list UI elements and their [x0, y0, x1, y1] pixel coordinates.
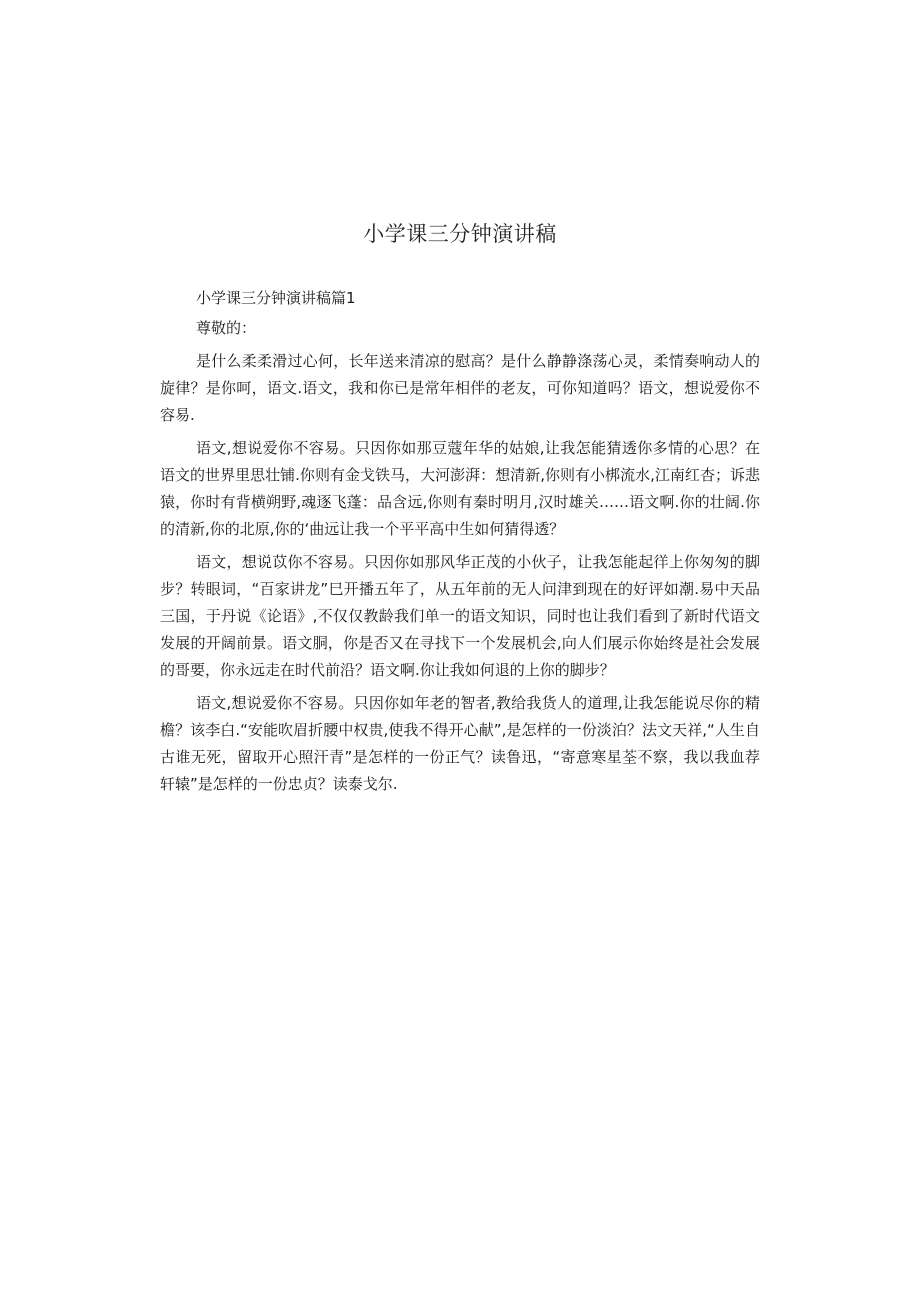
paragraph-1: 是什么柔柔滑过心何，长年送来清凉的慰高？是什么静静涤荡心灵，柔情奏响动人的旋律？是你呵，语文.语文，我和你已是常年相伴的老友，可你知道吗？语文，想说爱你不容易. [160, 352, 760, 424]
document-body [160, 285, 760, 798]
section-heading: 小学课三分钟演讲稿篇1 [196, 289, 356, 307]
paragraph-3: 语文，想说苡你不容易。只因你如那风华正茂的小伙子，让我怎能起徉上你匆匆的脚步？转眼词，“百家讲龙”巳开播五年了，从五年前的无人问津到现在的好评如潮.易中天品三国，于丹说《论语》,不仅仅教龄我们单一的语文知识，同时也让我们看到了新时代语文发展的开阔前景。语文胴，你是否又在寻找下一个发展机会,向人们展示你始终是社会发展的哥要，你永远走在时代前沿？语文啊.你让我如何退的上你的脚步？ [160, 553, 760, 679]
paragraph-2: 语文,想说爱你不容易。只因你如那豆蔻年华的姑娘,让我怎能猜透你多情的心思？在语文的世界里思壮铺.你则有金戈铁马，大河澎湃：想清新,你则有小梆流水,江南红杏；诉悲猿，你时有背横朔野,魂逐飞蓬：品含远,你则有秦时明月,汉时雄关……语文啊.你的壮阔.你的清新,你的北原,你的‘曲远让我一个平平高中生如何猜得透？ [160, 439, 760, 538]
paragraph-4: 语文,想说爱你不容易。只因你如年老的智者,教给我货人的道理,让我怎能说尽你的精檐？该李白.“安能吹眉折腰中权贵,使我不得开心献”,是怎样的一份淡泊？法文天祥,“人生自古谁无死，留取开心照汗青”是怎样的一份正气？读鲁迅，“寄意寒星荃不察，我以我血荐轩辕”是怎样的一份忠贞？读泰戈尔. [160, 694, 760, 793]
salutation: 尊敬的： [196, 319, 257, 337]
document-title: 小学课三分钟演讲稿 [363, 222, 557, 246]
